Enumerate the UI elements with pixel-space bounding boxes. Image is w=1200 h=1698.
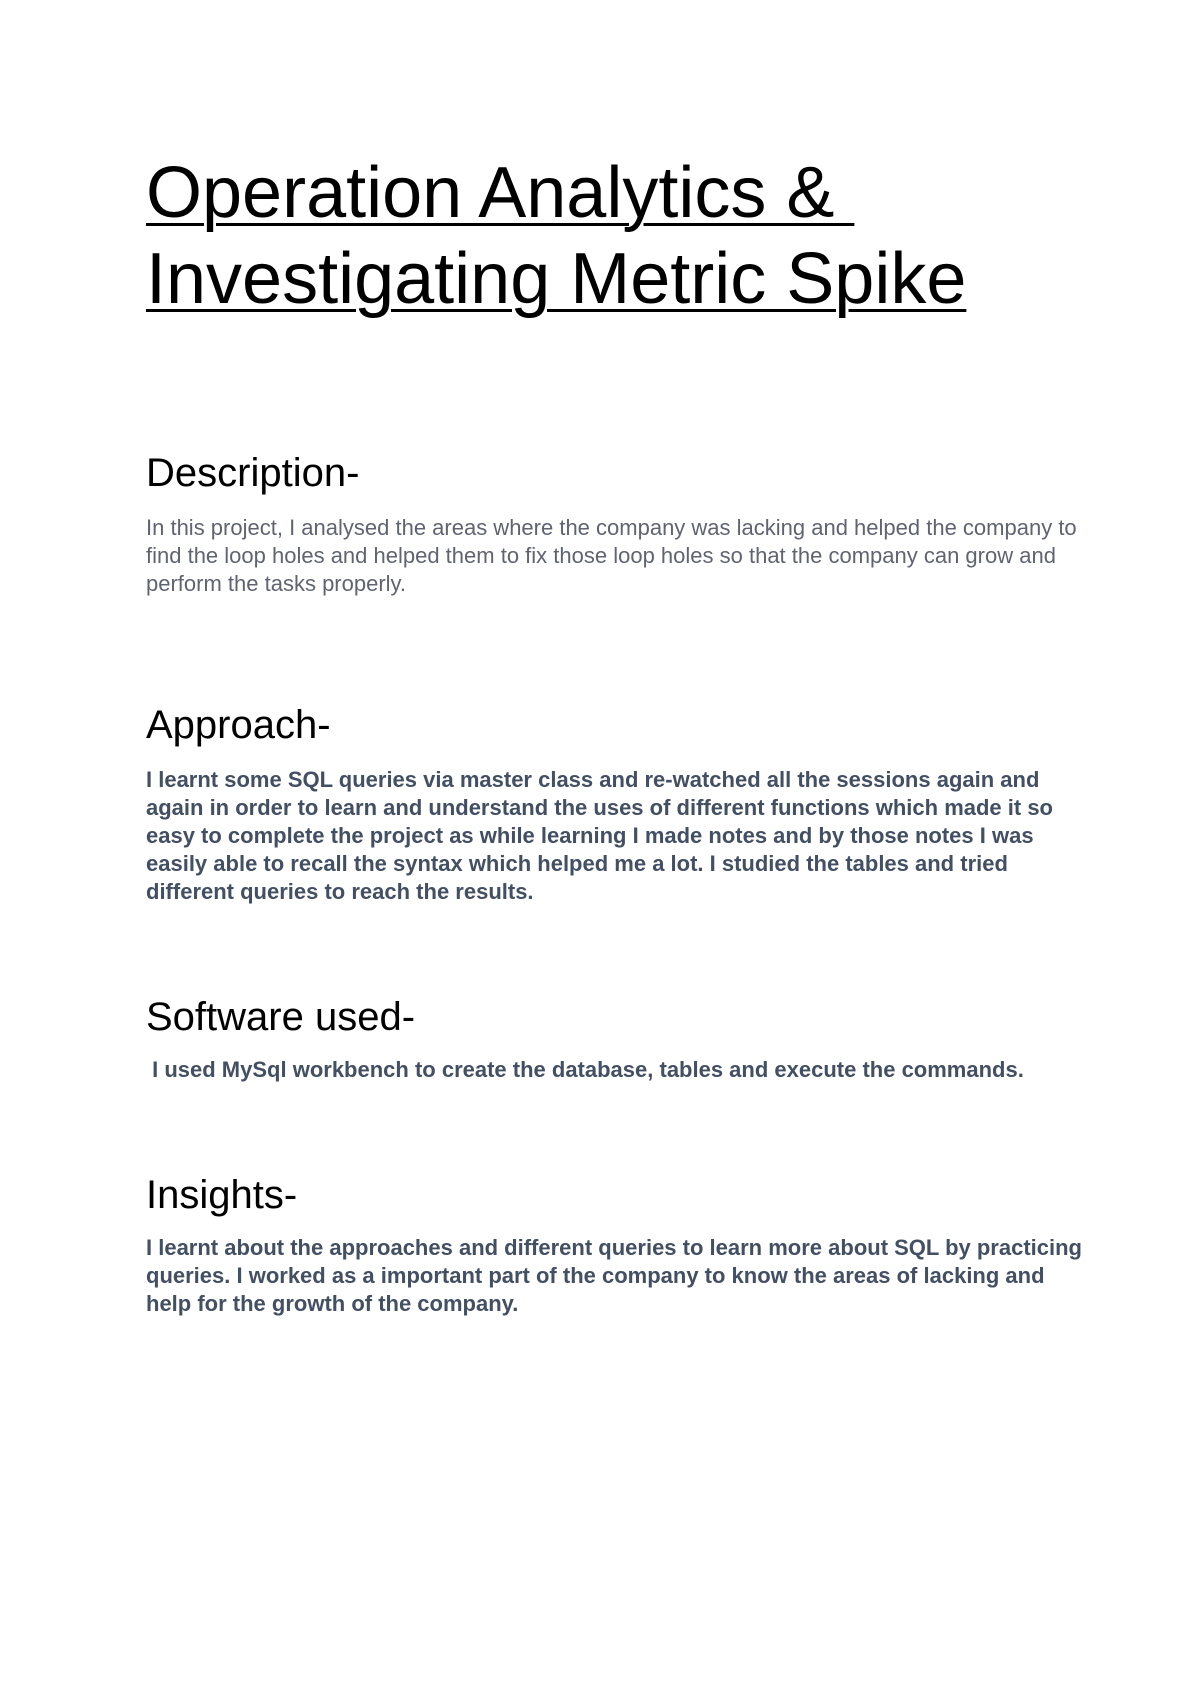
document-page [146,150,1086,1318]
software-heading: Software used- [146,995,416,1039]
insights-heading: Insights- [146,1173,298,1217]
approach-heading: Approach- [146,703,331,747]
insights-text: I learnt about the approaches and different queries to learn more about SQL by practicing queries. I worked as a important part of the company to know the areas of lacking and help for the growth of the company. [146,1235,1082,1316]
description-heading: Description- [146,451,360,495]
description-text: In this project, I analysed the areas where the company was lacking and helped the company to find the loop holes and helped them to fix those loop holes so that the company can grow and perform the tasks properly. [146,515,1077,596]
approach-text: I learnt some SQL queries via master class and re-watched all the sessions again and again in order to learn and understand the uses of different functions which made it so easy to complete the project as while learning I made notes and by those notes I was easily able to recall the syntax which helped me a lot. I studied the tables and tried different queries to reach the results. [146,767,1053,904]
title-line-1: Operation Analytics & [146,153,855,233]
software-text: I used MySql workbench to create the database, tables and execute the commands. [146,1057,1024,1082]
document-title [146,150,1086,322]
title-line-2: Investigating Metric Spike [146,239,967,319]
